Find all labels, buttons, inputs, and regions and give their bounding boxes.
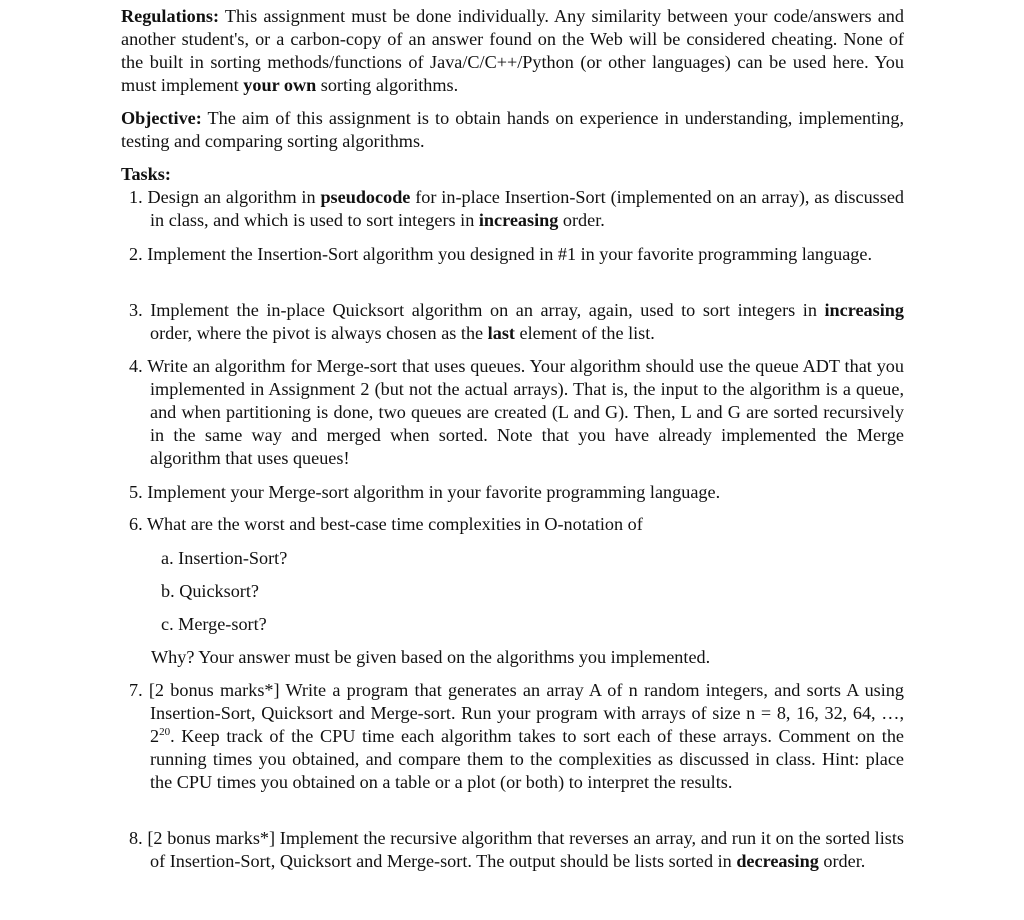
text-segment: 2. Implement the Insertion-Sort algorithm you designed in #1 in your favorite programming language. [129, 244, 872, 264]
bold-text: your own [243, 75, 317, 95]
objective-paragraph [121, 107, 904, 153]
text-segment: for in-place Insertion-Sort (implemented on an array), as discussed in class, and which is used to sort integers in [150, 187, 904, 230]
task-1 [129, 186, 904, 232]
superscript-text: 20 [159, 725, 171, 738]
subitem-a: a. Insertion-Sort? [161, 548, 288, 568]
tasks-heading: Tasks: [121, 164, 171, 184]
task-8 [129, 827, 904, 873]
task-7 [129, 679, 904, 794]
bold-text: decreasing [736, 851, 819, 871]
text-segment: 8. [2 bonus marks*] Implement the recursive algorithm that reverses an array, and run it on the sorted lists of Insertion-Sort, Quicksort and Merge-sort. The output should be lists sorted in [129, 828, 904, 871]
text-segment: order. [558, 210, 605, 230]
text-segment: sorting algorithms. [316, 75, 459, 95]
bold-text: Objective: [121, 108, 202, 128]
task-2 [129, 243, 904, 266]
task-3 [129, 299, 904, 345]
text-segment: 4. Write an algorithm for Merge-sort that uses queues. Your algorithm should use the queue ADT that you implemented in Assignment 2 (but not the actual arrays). That is, the input to the algorithm is a queue, and when partitioning is done, two queues are created (L and G). Then, L and G are sorted recursively in the same way and merged when sorted. Note that you have already implemented the Merge algorithm that uses queues! [129, 356, 904, 468]
bold-text: increasing [824, 300, 904, 320]
text-segment: 1. Design an algorithm in [129, 187, 321, 207]
text-segment: The aim of this assignment is to obtain hands on experience in understanding, implementing, testing and comparing sorting algorithms. [121, 108, 904, 151]
bold-text: Regulations: [121, 6, 220, 26]
text-segment: order. [818, 851, 866, 871]
bold-text: last [487, 323, 515, 343]
bold-text: pseudocode [320, 187, 411, 207]
text-segment: 7. [2 bonus marks*] Write a program that generates an array A of n random integers, and sorts A using Insertion-Sort, Quicksort and Merge-sort. Run your program with arrays of size n = 8, 16, 32, 64, …, 2 [129, 680, 904, 746]
text-segment: element of the list. [514, 323, 655, 343]
text-segment: 6. What are the worst and best-case time complexities in O-notation of [129, 514, 643, 534]
task-4 [129, 355, 904, 470]
task-5 [129, 481, 904, 504]
subitem-b: b. Quicksort? [161, 581, 259, 601]
text-segment: This assignment must be done individually. Any similarity between your code/answers and another student's, or a carbon-copy of an answer found on the Web will be considered cheating. None of the built in sorting methods/functions of Java/C/C++/Python (or other languages) can be used here. You must implement [121, 6, 904, 95]
text-segment: 5. Implement your Merge-sort algorithm in your favorite programming language. [129, 482, 721, 502]
text-segment: 3. Implement the in-place Quicksort algorithm on an array, again, used to sort integers in [129, 300, 825, 320]
text-segment: . Keep track of the CPU time each algorithm takes to sort each of these arrays. Comment on the running times you obtained, and compare them to the complexities as discussed in class. Hint: place the CPU times you obtained on a table or a plot (or both) to interpret the results. [150, 726, 904, 792]
task-6 [129, 513, 904, 536]
subitem-c: c. Merge-sort? [161, 614, 267, 634]
why-question: Why? Your answer must be given based on the algorithms you implemented. [151, 647, 711, 667]
bold-text: increasing [478, 210, 559, 230]
text-segment: order, where the pivot is always chosen as the [150, 323, 488, 343]
regulations-paragraph [121, 5, 904, 97]
